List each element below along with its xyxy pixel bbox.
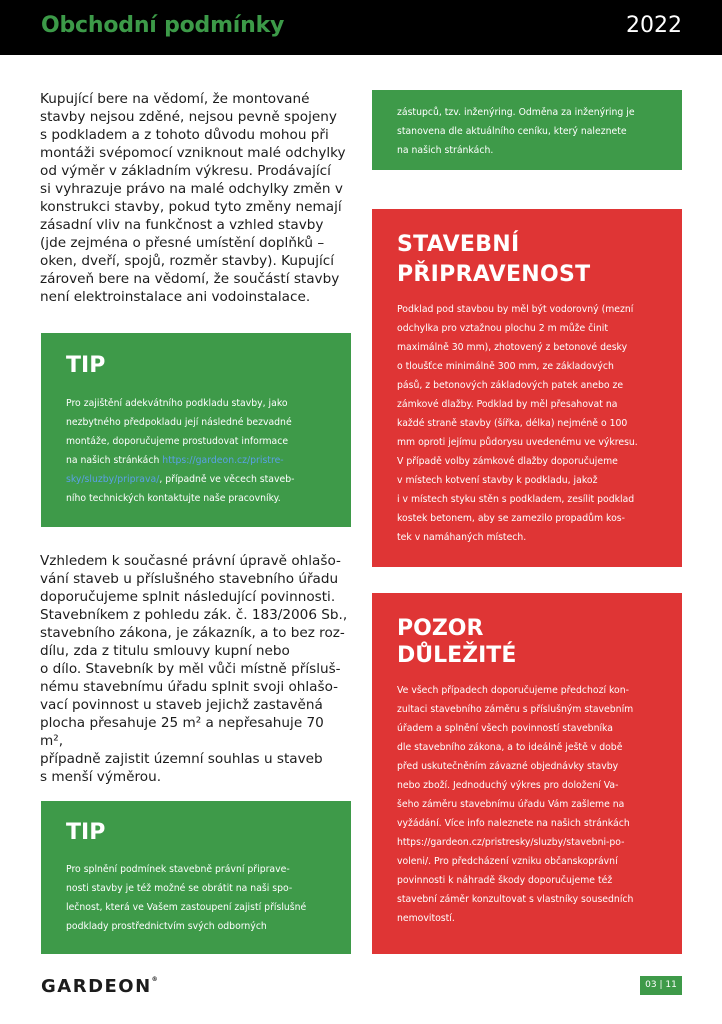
pozor-dulezite-box: [372, 593, 682, 954]
tip-continuation-box: [372, 90, 682, 170]
logo-text: GARDEON: [41, 976, 152, 997]
tip-heading: TIP: [66, 820, 106, 845]
stavebni-heading: STAVEBNÍ PŘIPRAVENOST: [397, 232, 591, 287]
header-bar: [0, 0, 722, 55]
pozor-heading: POZOR DŮLEŽITÉ: [397, 616, 517, 668]
intro-paragraph: Kupující bere na vědomí, že montované stavby nejsou zděné, nejsou pevně spojeny s podkladem a z tohoto důvodu mohou při montáži svépomocí vzniknout malé odchylky od výměr v základním výkresu. Prodávající si vyhrazuje právo na malé odchylky změn v konstrukci stavby, pokud tyto změny nemají zásadní vliv na funkčnost a vzhled stavby (jde zejména o přesné umístění doplňků – oken, dveří, spojů, rozměr stavby). Kupující zároveň bere na vědomí, že součástí stavby není elektroinstalace ani vodoinstalace.: [40, 91, 346, 305]
priprava-link[interactable]: https://gardeon.cz/pristre- sky/sluzby/priprava/: [66, 455, 284, 485]
page-number: 03 | 11: [640, 976, 682, 995]
tip-text: [66, 394, 334, 508]
tip-text: Pro splnění podmínek stavebně právní připrave- nosti stavby je též možné se obrátit na naši spo- lečnost, která ve Vašem zastoupení zajistí příslušné podklady prostřednictvím svých odborných: [66, 864, 307, 932]
gardeon-logo: [41, 976, 158, 997]
pozor-text: Ve všech případech doporučujeme předchozí kon- zultaci stavebního záměru s příslušným stavebním úřadem a splnění všech povinností stavebníka dle stavebního zákona, a to ideálně ještě v době před uskutečněním závazné objednávky stavby nebo zboží. Jednoduchý výkres pro doložení Va- šeho záměru stavebnímu úřadu Vám zašleme na vyžádání. Více info naleznete na našich stránkách https://gardeon.cz/pristresky/sluzby/stavebni-po- voleni/. Pro předcházení vzniku občanskoprávní povinnosti k náhradě škody doporučujeme též stavební záměr konzultovat s vlastníky sousedních nemovitostí.: [397, 685, 634, 924]
registered-mark: ®: [151, 976, 158, 983]
tip-continuation-text: zástupců, tzv. inženýring. Odměna za inženýring je stanovena dle aktuálního ceníku, který naleznete na našich stránkách.: [397, 107, 635, 156]
page-title: Obchodní podmínky: [41, 13, 285, 38]
stavebni-pripravenost-box: [372, 209, 682, 567]
header-year: 2022: [626, 13, 682, 38]
stavebni-text: Podklad pod stavbou by měl být vodorovný (mezní odchylka pro vztažnou plochu 2 m může činit maximálně 30 mm), zhotovený z betonové desky o tloušťce minimálně 300 mm, ze základových pásů, z betonových základových patek anebo ze zámkové dlažby. Podklad by měl přesahovat na každé straně stavby (šířka, délka) nejméně o 100 mm oproti jejímu půdorysu uvedenému ve výkresu. V případě volby zámkové dlažby doporučujeme v místech kotvení stavby k podkladu, jakož i v místech styku stěn s podkladem, zesílit podklad kostek betonem, aby se zamezilo propadům kos- tek v namáhaných místech.: [397, 304, 638, 543]
tip-text-end: , případně ve věcech staveb- ního technických kontaktujte naše pracovníky.: [66, 474, 295, 504]
tip-text-start: Pro zajištění adekvátního podkladu stavby, jako nezbytného předpokladu její následné bezvadné montáže, doporučujeme prostudovat informace na našich stránkách: [66, 398, 292, 466]
tip-box-podklad: [41, 333, 351, 527]
tip-box-inzenyring: [41, 801, 351, 954]
tip-heading: TIP: [66, 353, 106, 378]
legal-paragraph: Vzhledem k současné právní úpravě ohlašo- vání staveb u příslušného stavebního úřadu doporučujeme splnit následující povinnosti. Stavebníkem z pohledu zák. č. 183/2006 Sb., stavebního zákona, je zákazník, a to bez roz- dílu, zda z titulu smlouvy kupní nebo o dílo. Stavebník by měl vůči místně přísluš- nému stavebnímu úřadu splnit svoji ohlašo- vací povinnost u staveb jejichž zastavěná plocha přesahuje 25 m² a nepřesahuje 70 m², případně zajistit územní souhlas u staveb s menší výměrou.: [40, 553, 348, 785]
